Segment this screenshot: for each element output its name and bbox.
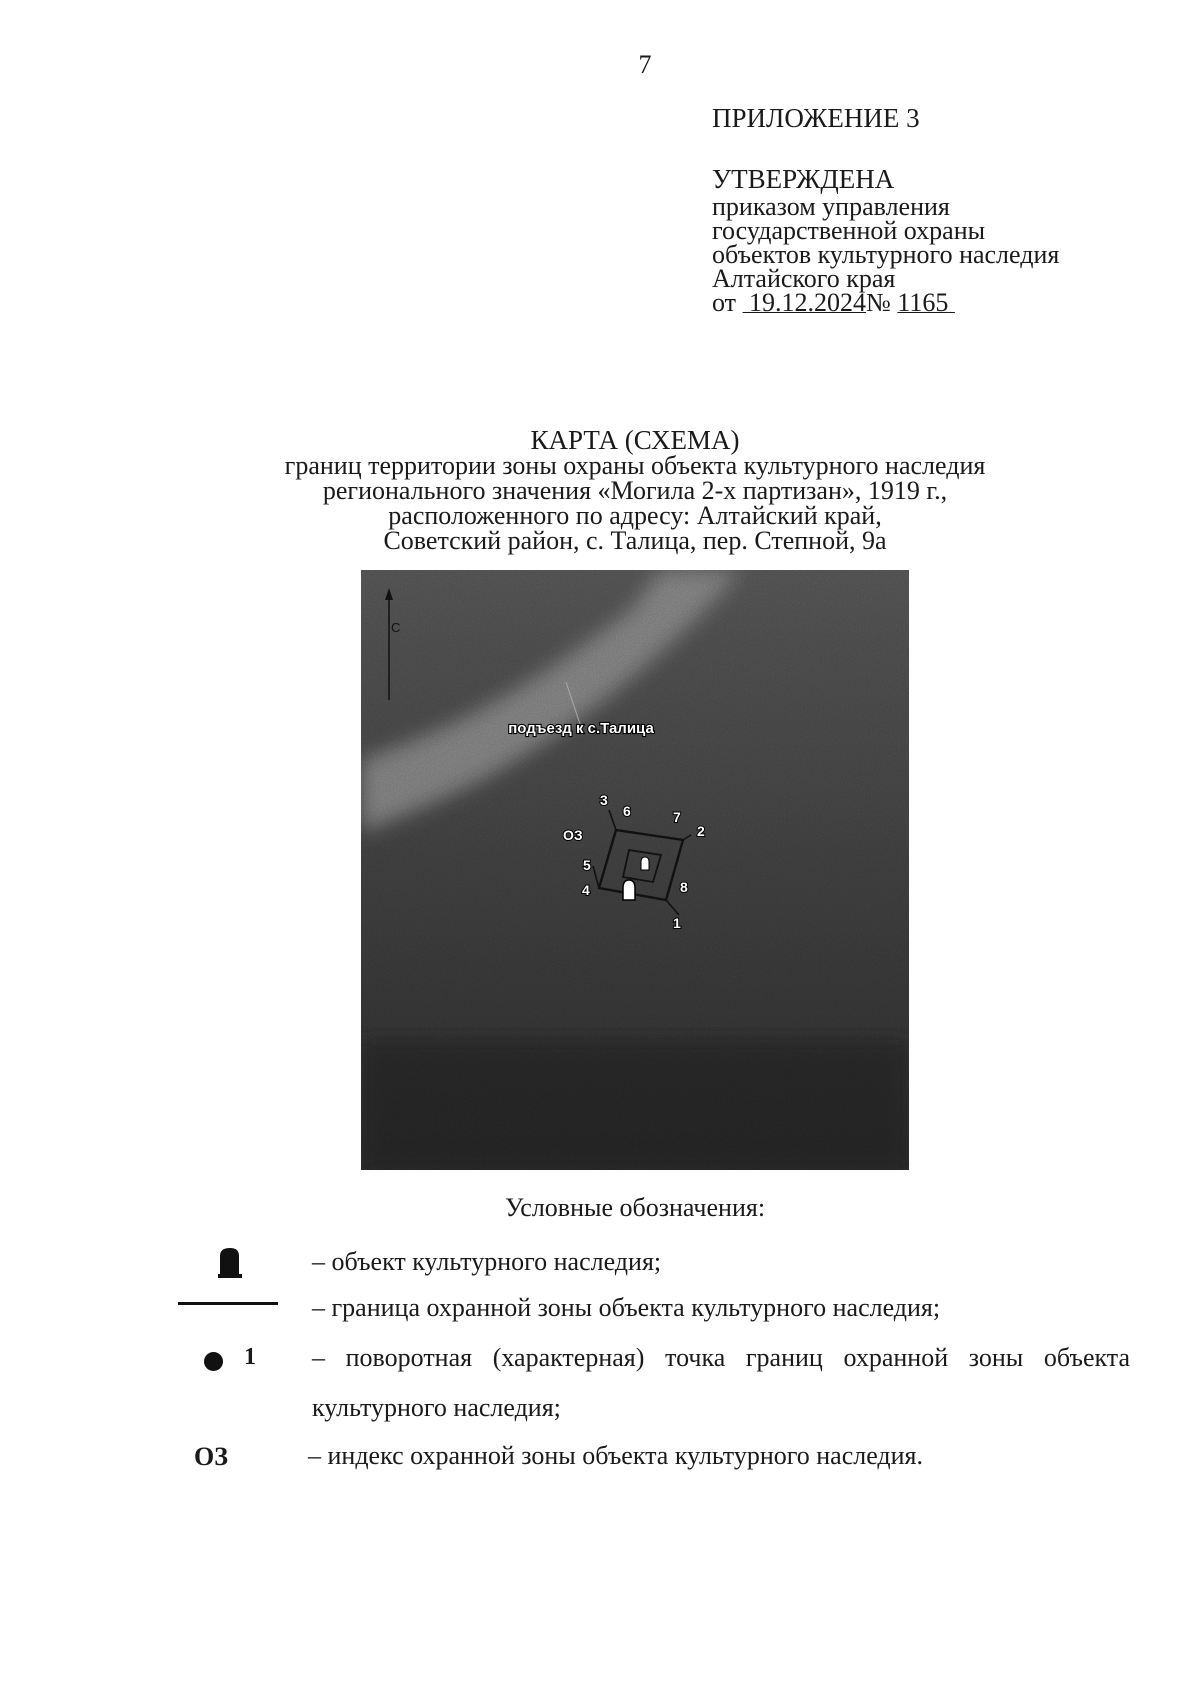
north-label: С (391, 620, 401, 635)
zone-index-symbol: ОЗ (194, 1442, 228, 1471)
legend-text: – граница охранной зоны объекта культурного наследия; (312, 1293, 941, 1322)
title-line: регионального значения «Могила 2-х партизан», 1919 г., (322, 476, 948, 505)
point-label: 8 (680, 879, 688, 895)
map-title (180, 425, 1090, 555)
number-sign: № (866, 288, 891, 317)
turning-point-symbol-label: 1 (244, 1344, 256, 1370)
legend-text: – индекс охранной зоны объекта культурного наследия. (308, 1441, 924, 1470)
point-label: 6 (623, 803, 631, 819)
road-label: подъезд к с.Талица (508, 720, 654, 737)
order-date-line (712, 288, 1172, 317)
title-line: границ территории зоны охраны объекта культурного наследия (284, 451, 986, 480)
title-line: Советский район, с. Талица, пер. Степной, 9а (383, 526, 887, 555)
approval-header (712, 103, 1172, 317)
boundary-line-icon (178, 1302, 278, 1305)
legend-heading: Условные обозначения: (505, 1193, 766, 1222)
satellite-map (361, 570, 909, 1170)
page-number: 7 (638, 50, 652, 79)
point-label: 5 (583, 857, 591, 873)
turning-point-icon (204, 1352, 223, 1371)
point-label: 1 (673, 915, 681, 931)
heritage-object-icon (218, 1246, 242, 1278)
legend-item (0, 1294, 1200, 1338)
point-label: 7 (673, 809, 681, 825)
legend-item (0, 1442, 1200, 1486)
zone-label: ОЗ (563, 827, 583, 843)
legend-item (0, 1344, 1200, 1434)
order-line: приказом управления (712, 192, 950, 221)
order-line: объектов культурного наследия (712, 240, 1060, 269)
heritage-object-icon (623, 880, 635, 900)
order-date: 19.12.2024 (749, 288, 867, 317)
point-label: 3 (600, 792, 608, 808)
point-label: 4 (582, 882, 590, 898)
order-line: государственной охраны (712, 216, 986, 245)
legend-text: – объект культурного наследия; (312, 1247, 662, 1276)
title-line: расположенного по адресу: Алтайский край, (388, 501, 882, 530)
date-prefix: от (712, 288, 737, 317)
order-line: Алтайского края (712, 264, 896, 293)
legend-item (0, 1246, 1200, 1290)
legend-text: – поворотная (характерная) точка границ охранной зоны объекта (312, 1343, 1130, 1372)
approved-label: УТВЕРЖДЕНА (712, 164, 895, 194)
legend-text: культурного наследия; (312, 1393, 561, 1422)
appendix-label: ПРИЛОЖЕНИЕ 3 (712, 103, 920, 133)
title-line: КАРТА (СХЕМА) (530, 425, 740, 455)
point-label: 2 (697, 823, 705, 839)
order-number: 1165 (897, 288, 949, 317)
